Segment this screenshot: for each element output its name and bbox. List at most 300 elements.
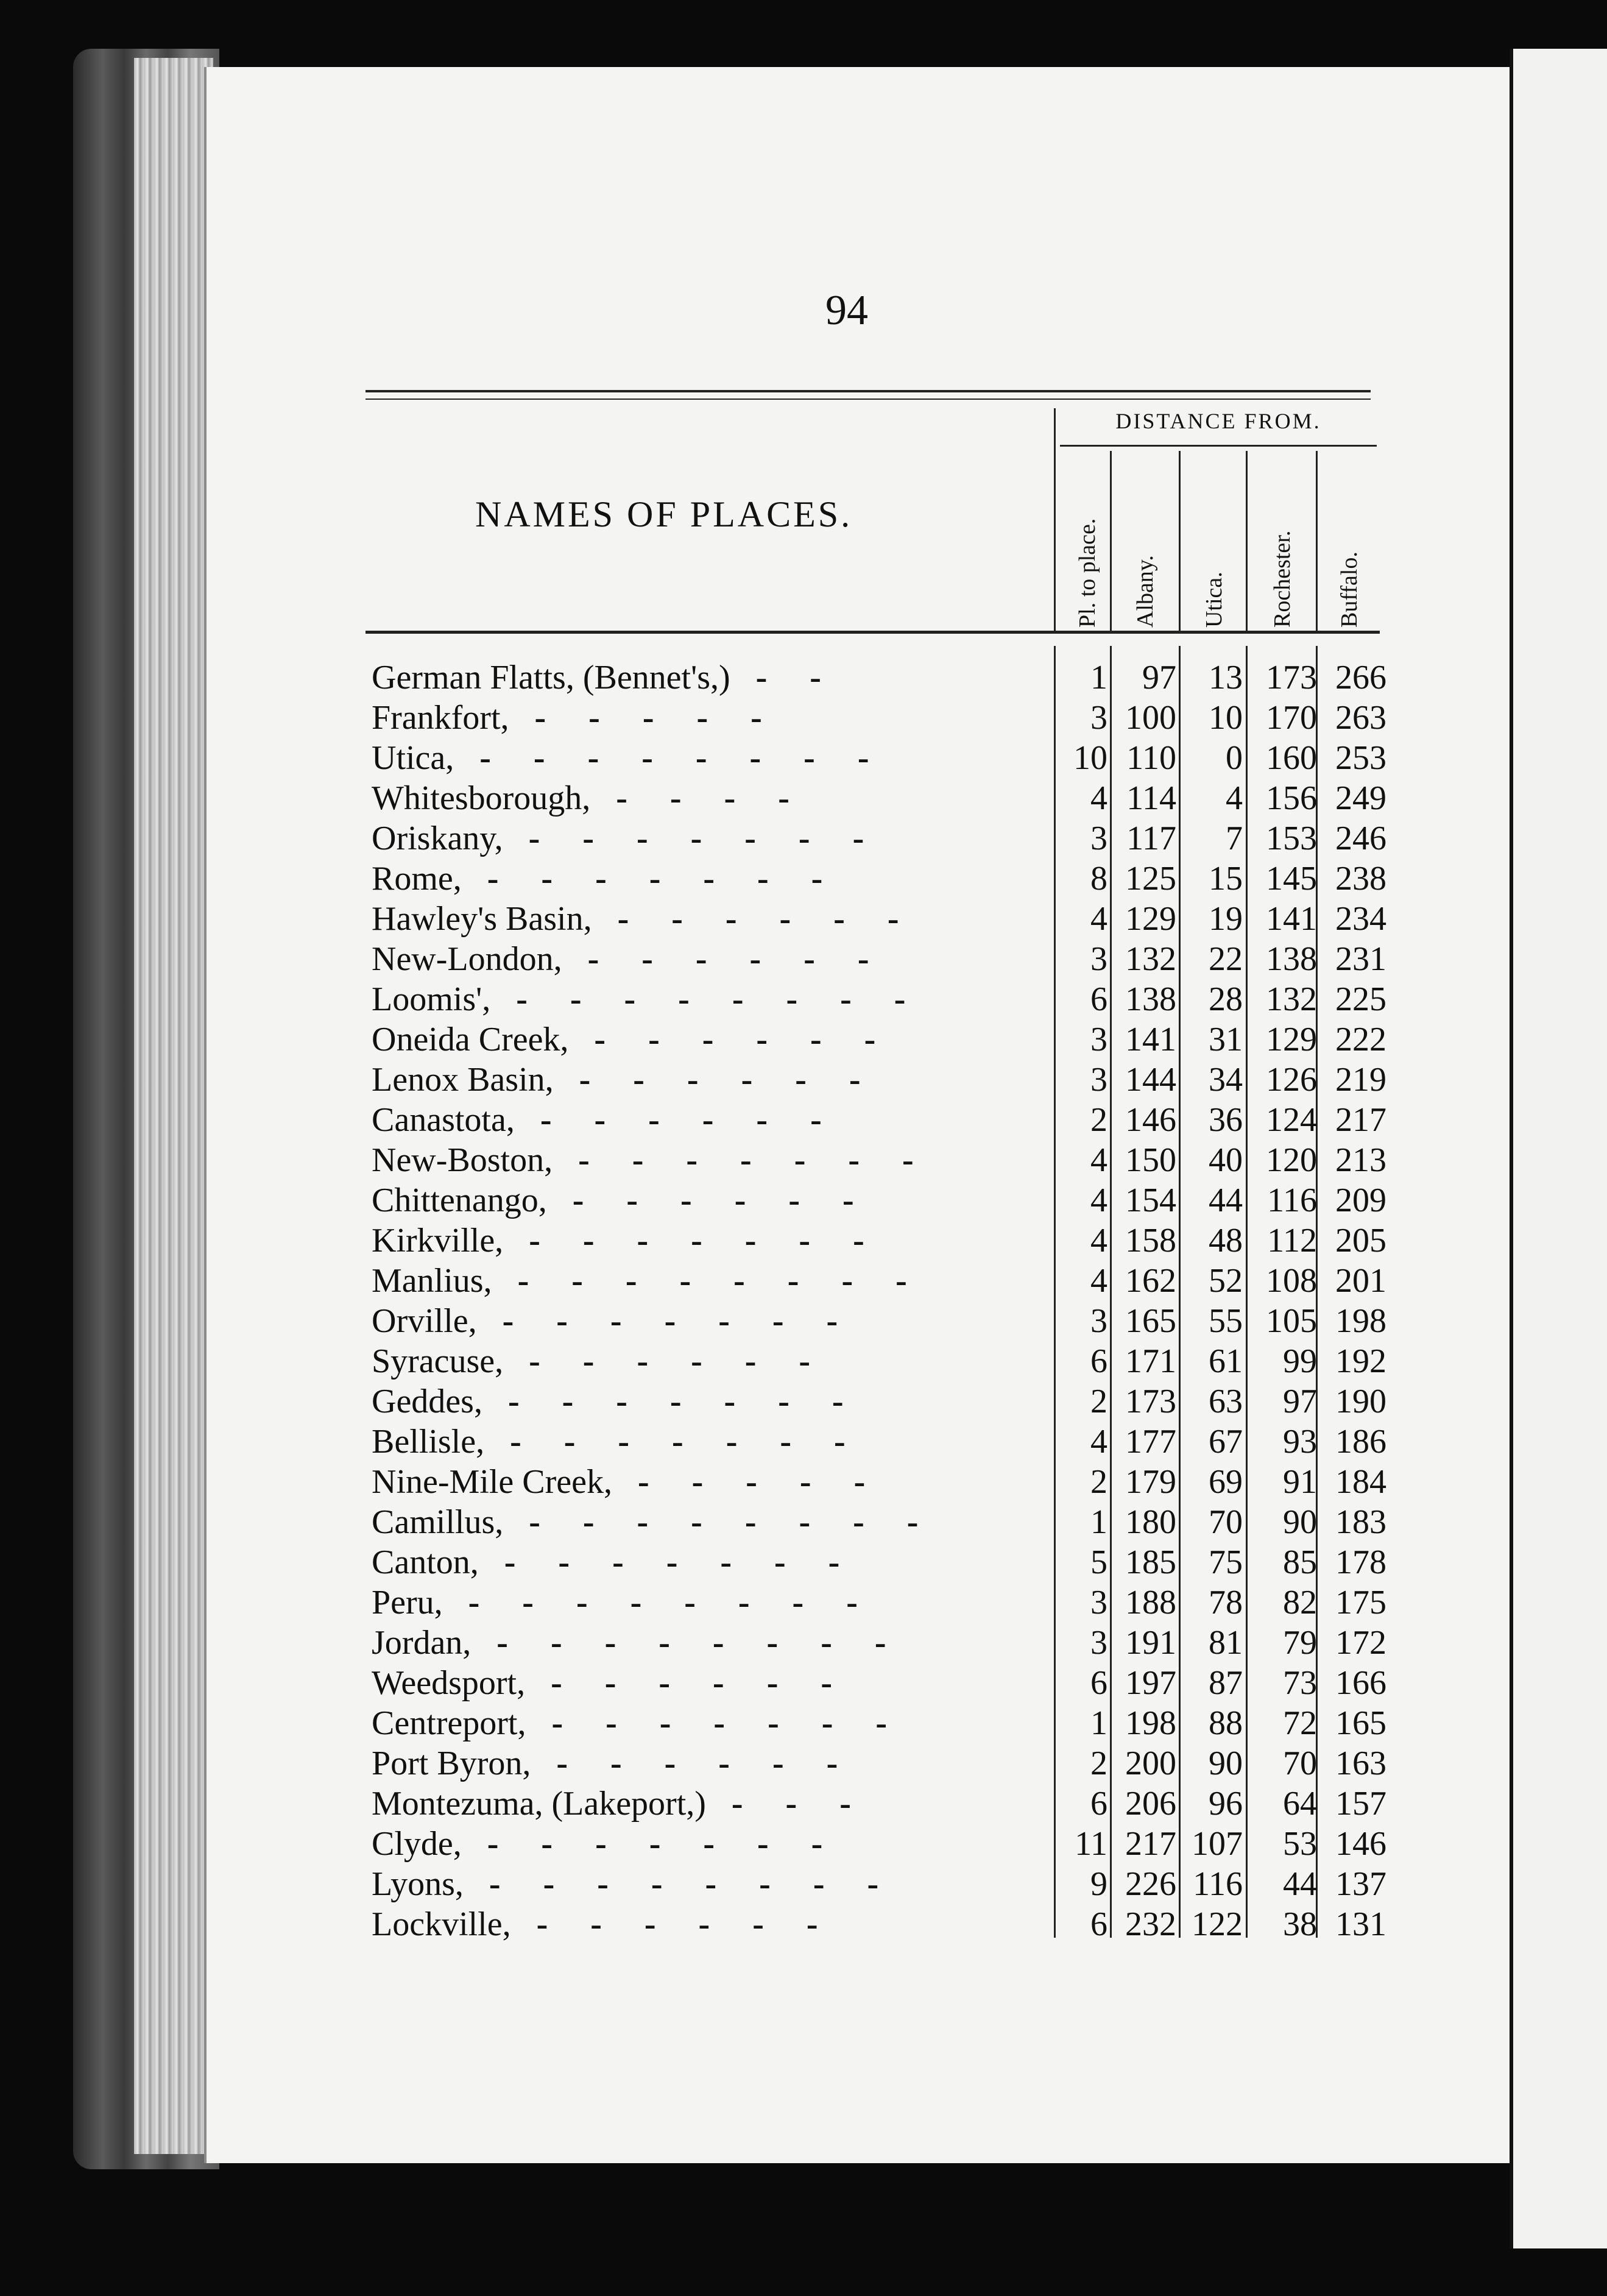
table-row	[0, 1221, 1607, 1261]
group-header-rule	[1060, 445, 1377, 447]
dot-leader: - - - - - - -	[487, 1825, 840, 1863]
pl-to-place-value: 3	[1090, 820, 1107, 857]
place-name-text: Manlius,	[372, 1262, 492, 1300]
albany-value: 154	[1125, 1182, 1176, 1219]
rochester-value: 112	[1267, 1222, 1317, 1260]
table-row	[0, 1060, 1607, 1100]
place-name-text: Rome,	[372, 860, 462, 898]
place-name-text: Centreport,	[372, 1704, 526, 1742]
dot-leader: - - - - - - -	[528, 820, 881, 857]
rochester-value: 73	[1283, 1664, 1317, 1702]
buffalo-value: 166	[1335, 1664, 1386, 1702]
place-name	[372, 1865, 1054, 1905]
pl-to-place-value: 1	[1090, 1704, 1107, 1742]
place-name-text: Lockville,	[372, 1905, 511, 1943]
table-row	[0, 1905, 1607, 1945]
place-name	[372, 1342, 1054, 1382]
table-row	[0, 940, 1607, 980]
table-row	[0, 1302, 1607, 1342]
rochester-value: 138	[1266, 940, 1317, 978]
table-row	[0, 1141, 1607, 1181]
albany-value: 141	[1125, 1021, 1176, 1058]
column-header-utica: Utica.	[1201, 572, 1227, 628]
utica-value: 61	[1209, 1342, 1243, 1380]
place-name-text: Weedsport,	[372, 1664, 526, 1702]
dot-leader: - - - - - - -	[529, 1222, 881, 1260]
place-name	[372, 1824, 1054, 1865]
pl-to-place-value: 3	[1090, 1302, 1107, 1340]
table-row	[0, 1422, 1607, 1462]
buffalo-value: 249	[1335, 779, 1386, 817]
buffalo-value: 190	[1335, 1383, 1386, 1420]
pl-to-place-value: 4	[1090, 1141, 1107, 1179]
utica-value: 10	[1209, 699, 1243, 737]
pl-to-place-value: 3	[1090, 699, 1107, 737]
albany-value: 117	[1126, 820, 1176, 857]
rochester-value: 173	[1266, 659, 1317, 696]
buffalo-value: 217	[1335, 1101, 1386, 1139]
albany-value: 110	[1126, 739, 1176, 777]
dot-leader: - - - - - -	[540, 1101, 839, 1139]
buffalo-value: 175	[1335, 1584, 1386, 1621]
albany-value: 197	[1125, 1664, 1176, 1702]
utica-value: 52	[1209, 1262, 1243, 1300]
albany-value: 97	[1142, 659, 1176, 696]
utica-value: 22	[1209, 940, 1243, 978]
utica-value: 70	[1209, 1503, 1243, 1541]
rochester-value: 64	[1283, 1785, 1317, 1823]
buffalo-value: 222	[1335, 1021, 1386, 1058]
place-name	[372, 1704, 1054, 1744]
place-name-text: Jordan,	[372, 1624, 472, 1662]
column-rule	[1316, 451, 1318, 634]
place-name-text: Oriskany,	[372, 820, 503, 857]
utica-value: 28	[1209, 980, 1243, 1018]
pl-to-place-value: 2	[1090, 1383, 1107, 1420]
place-name	[372, 819, 1054, 859]
buffalo-value: 213	[1335, 1141, 1386, 1179]
buffalo-value: 219	[1335, 1061, 1386, 1099]
table-row	[0, 698, 1607, 739]
rochester-value: 53	[1283, 1825, 1317, 1863]
buffalo-value: 146	[1335, 1825, 1386, 1863]
place-name-text: Lenox Basin,	[372, 1061, 554, 1099]
utica-value: 116	[1193, 1865, 1243, 1903]
table-row	[0, 980, 1607, 1020]
albany-value: 100	[1125, 699, 1176, 737]
place-name-text: Frankfort,	[372, 699, 509, 737]
dot-leader: - - - - -	[637, 1463, 883, 1501]
dot-leader: - - - - -	[534, 699, 779, 737]
buffalo-value: 178	[1335, 1543, 1386, 1581]
table-row	[0, 779, 1607, 819]
buffalo-value: 225	[1335, 980, 1386, 1018]
buffalo-value: 157	[1335, 1785, 1386, 1823]
dot-leader: - - - - - -	[587, 940, 886, 978]
place-name	[372, 980, 1054, 1020]
buffalo-value: 266	[1335, 659, 1386, 696]
buffalo-value: 234	[1335, 900, 1386, 938]
dot-leader: - - - - - - - -	[517, 1262, 924, 1300]
dot-leader: - - - - - - - -	[489, 1865, 896, 1903]
place-name-text: Bellisle,	[372, 1423, 485, 1461]
place-name	[372, 1221, 1054, 1261]
utica-value: 96	[1209, 1785, 1243, 1823]
dot-leader: - - - - - -	[617, 900, 916, 938]
table-row	[0, 1623, 1607, 1664]
pl-to-place-value: 3	[1090, 940, 1107, 978]
place-name-text: Clyde,	[372, 1825, 462, 1863]
albany-value: 125	[1125, 860, 1176, 898]
table-row	[0, 1382, 1607, 1422]
pl-to-place-value: 6	[1090, 1342, 1107, 1380]
utica-value: 78	[1209, 1584, 1243, 1621]
place-name	[372, 1302, 1054, 1342]
place-name	[372, 1462, 1054, 1503]
place-name-text: Port Byron,	[372, 1745, 531, 1782]
dot-leader: - - - - - - - -	[496, 1624, 903, 1662]
rochester-value: 82	[1283, 1584, 1317, 1621]
utica-value: 88	[1209, 1704, 1243, 1742]
rochester-value: 126	[1266, 1061, 1317, 1099]
place-name	[372, 1261, 1054, 1302]
place-name-text: Hawley's Basin,	[372, 900, 592, 938]
page-number: 94	[825, 287, 868, 334]
dot-leader: - - - - - -	[536, 1905, 835, 1943]
pl-to-place-value: 2	[1090, 1101, 1107, 1139]
utica-value: 36	[1209, 1101, 1243, 1139]
place-name	[372, 859, 1054, 899]
place-name-text: Loomis',	[372, 980, 491, 1018]
utica-value: 81	[1209, 1624, 1243, 1662]
albany-value: 114	[1126, 779, 1176, 817]
table-row	[0, 1865, 1607, 1905]
dot-leader: - - - - - - -	[551, 1704, 905, 1742]
rochester-value: 129	[1266, 1021, 1317, 1058]
pl-to-place-value: 3	[1090, 1021, 1107, 1058]
rochester-value: 72	[1283, 1704, 1317, 1742]
utica-value: 4	[1226, 779, 1243, 817]
place-name-text: Montezuma, (Lakeport,)	[372, 1785, 706, 1823]
place-name-text: Peru,	[372, 1584, 443, 1621]
table-row	[0, 1261, 1607, 1302]
pl-to-place-value: 10	[1073, 739, 1107, 777]
albany-value: 188	[1125, 1584, 1176, 1621]
dot-leader: - - - - - - -	[578, 1141, 931, 1179]
buffalo-value: 192	[1335, 1342, 1386, 1380]
place-name	[372, 1100, 1054, 1141]
table-row	[0, 1784, 1607, 1824]
albany-value: 206	[1125, 1785, 1176, 1823]
utica-value: 55	[1209, 1302, 1243, 1340]
dot-leader: - - - - - - -	[504, 1543, 857, 1581]
pl-to-place-value: 4	[1090, 1262, 1107, 1300]
dot-leader: - - - - - - - -	[529, 1503, 936, 1541]
rochester-value: 120	[1266, 1141, 1317, 1179]
albany-value: 217	[1125, 1825, 1176, 1863]
rochester-value: 116	[1267, 1182, 1317, 1219]
buffalo-value: 246	[1335, 820, 1386, 857]
dot-leader: - -	[755, 659, 838, 696]
column-rule	[1246, 451, 1248, 634]
buffalo-value: 165	[1335, 1704, 1386, 1742]
utica-value: 31	[1209, 1021, 1243, 1058]
place-name	[372, 1744, 1054, 1784]
place-name-text: Kirkville,	[372, 1222, 504, 1260]
dot-leader: - - - - - - -	[507, 1383, 861, 1420]
buffalo-value: 184	[1335, 1463, 1386, 1501]
table-row	[0, 1744, 1607, 1784]
rochester-value: 79	[1283, 1624, 1317, 1662]
rochester-value: 93	[1283, 1423, 1317, 1461]
rochester-value: 105	[1266, 1302, 1317, 1340]
buffalo-value: 131	[1335, 1905, 1386, 1943]
place-name	[372, 779, 1054, 819]
albany-value: 132	[1125, 940, 1176, 978]
rochester-value: 91	[1283, 1463, 1317, 1501]
utica-value: 87	[1209, 1664, 1243, 1702]
utica-value: 67	[1209, 1423, 1243, 1461]
albany-value: 158	[1125, 1222, 1176, 1260]
albany-value: 226	[1125, 1865, 1176, 1903]
pl-to-place-value: 4	[1090, 900, 1107, 938]
dot-leader: - - - - - -	[551, 1664, 849, 1702]
table-row	[0, 899, 1607, 940]
dot-leader: - - - - - - - -	[479, 739, 886, 777]
albany-value: 150	[1125, 1141, 1176, 1179]
place-name	[372, 658, 1054, 698]
albany-value: 144	[1125, 1061, 1176, 1099]
table-row	[0, 1543, 1607, 1583]
dot-leader: - - - - - - -	[502, 1302, 855, 1340]
utica-value: 13	[1209, 659, 1243, 696]
buffalo-value: 183	[1335, 1503, 1386, 1541]
dot-leader: - - - - - -	[579, 1061, 878, 1099]
buffalo-value: 263	[1335, 699, 1386, 737]
place-name	[372, 698, 1054, 739]
buffalo-value: 238	[1335, 860, 1386, 898]
rochester-value: 145	[1266, 860, 1317, 898]
place-name	[372, 1181, 1054, 1221]
column-header-pl-to-place: Pl. to place.	[1075, 518, 1100, 628]
place-name-text: Camillus,	[372, 1503, 504, 1541]
dot-leader: - - - - - -	[529, 1342, 828, 1380]
place-name-text: Orville,	[372, 1302, 477, 1340]
place-name-text: Utica,	[372, 739, 454, 777]
utica-value: 15	[1209, 860, 1243, 898]
place-name-text: Geddes,	[372, 1383, 482, 1420]
dot-leader: - - - - - - -	[487, 860, 840, 898]
place-name-text: Canastota,	[372, 1101, 515, 1139]
column-rule	[1110, 451, 1112, 634]
buffalo-value: 172	[1335, 1624, 1386, 1662]
rochester-value: 153	[1266, 820, 1317, 857]
pl-to-place-value: 4	[1090, 1423, 1107, 1461]
utica-value: 44	[1209, 1182, 1243, 1219]
rochester-value: 156	[1266, 779, 1317, 817]
dot-leader: - - -	[731, 1785, 868, 1823]
column-rule	[1054, 408, 1056, 634]
place-name	[372, 1422, 1054, 1462]
rochester-value: 141	[1266, 900, 1317, 938]
buffalo-value: 253	[1335, 739, 1386, 777]
albany-value: 232	[1125, 1905, 1176, 1943]
table-row	[0, 1824, 1607, 1865]
pl-to-place-value: 9	[1090, 1865, 1107, 1903]
albany-value: 162	[1125, 1262, 1176, 1300]
utica-value: 122	[1192, 1905, 1243, 1943]
albany-value: 138	[1125, 980, 1176, 1018]
albany-value: 198	[1125, 1704, 1176, 1742]
place-name-text: Whitesborough,	[372, 779, 591, 817]
pl-to-place-value: 4	[1090, 1222, 1107, 1260]
dot-leader: - - - - - - -	[510, 1423, 863, 1461]
rochester-value: 85	[1283, 1543, 1317, 1581]
dot-leader: - - - - - - - -	[468, 1584, 875, 1621]
buffalo-value: 231	[1335, 940, 1386, 978]
buffalo-value: 201	[1335, 1262, 1386, 1300]
place-name-text: German Flatts, (Bennet's,)	[372, 659, 730, 696]
place-name	[372, 1060, 1054, 1100]
place-name	[372, 1664, 1054, 1704]
albany-value: 179	[1125, 1463, 1176, 1501]
utica-value: 107	[1192, 1825, 1243, 1863]
pl-to-place-value: 11	[1075, 1825, 1107, 1863]
pl-to-place-value: 1	[1090, 1503, 1107, 1541]
utica-value: 69	[1209, 1463, 1243, 1501]
rochester-value: 97	[1283, 1383, 1317, 1420]
buffalo-value: 198	[1335, 1302, 1386, 1340]
column-header-albany: Albany.	[1132, 555, 1158, 628]
albany-value: 180	[1125, 1503, 1176, 1541]
place-name	[372, 1623, 1054, 1664]
albany-value: 173	[1125, 1383, 1176, 1420]
place-name-text: Nine-Mile Creek,	[372, 1463, 612, 1501]
pl-to-place-value: 6	[1090, 1905, 1107, 1943]
place-name	[372, 1784, 1054, 1824]
table-title: NAMES OF PLACES.	[475, 494, 853, 534]
pl-to-place-value: 3	[1090, 1061, 1107, 1099]
table-row	[0, 1503, 1607, 1543]
table-row	[0, 859, 1607, 899]
albany-value: 185	[1125, 1543, 1176, 1581]
table-row	[0, 1342, 1607, 1382]
albany-value: 177	[1125, 1423, 1176, 1461]
place-name	[372, 1503, 1054, 1543]
utica-value: 75	[1209, 1543, 1243, 1581]
albany-value: 165	[1125, 1302, 1176, 1340]
table-row	[0, 739, 1607, 779]
column-header-buffalo: Buffalo.	[1337, 551, 1362, 628]
table-row	[0, 1100, 1607, 1141]
dot-leader: - - - - - -	[594, 1021, 893, 1058]
rochester-value: 108	[1266, 1262, 1317, 1300]
place-name-text: New-Boston,	[372, 1141, 553, 1179]
utica-value: 7	[1226, 820, 1243, 857]
rochester-value: 44	[1283, 1865, 1317, 1903]
utica-value: 63	[1209, 1383, 1243, 1420]
rochester-value: 70	[1283, 1745, 1317, 1782]
utica-value: 90	[1209, 1745, 1243, 1782]
utica-value: 0	[1226, 739, 1243, 777]
place-name	[372, 899, 1054, 940]
column-rule	[1179, 451, 1181, 634]
dot-leader: - - - - - -	[556, 1745, 855, 1782]
place-name	[372, 739, 1054, 779]
utica-value: 34	[1209, 1061, 1243, 1099]
place-name-text: Lyons,	[372, 1865, 464, 1903]
rochester-value: 132	[1266, 980, 1317, 1018]
table-row	[0, 1462, 1607, 1503]
albany-value: 171	[1125, 1342, 1176, 1380]
place-name-text: New-London,	[372, 940, 562, 978]
place-name-text: Syracuse,	[372, 1342, 504, 1380]
place-name	[372, 1020, 1054, 1060]
albany-value: 200	[1125, 1745, 1176, 1782]
pl-to-place-value: 1	[1090, 659, 1107, 696]
utica-value: 19	[1209, 900, 1243, 938]
dot-leader: - - - -	[616, 779, 807, 817]
table-row	[0, 1181, 1607, 1221]
albany-value: 191	[1125, 1624, 1176, 1662]
pl-to-place-value: 2	[1090, 1463, 1107, 1501]
pl-to-place-value: 5	[1090, 1543, 1107, 1581]
place-name-text: Chittenango,	[372, 1182, 547, 1219]
table-row	[0, 658, 1607, 698]
pl-to-place-value: 4	[1090, 779, 1107, 817]
dot-leader: - - - - - -	[572, 1182, 871, 1219]
rochester-value: 124	[1266, 1101, 1317, 1139]
column-header-rochester: Rochester.	[1270, 530, 1295, 628]
place-name	[372, 940, 1054, 980]
pl-to-place-value: 3	[1090, 1584, 1107, 1621]
buffalo-value: 205	[1335, 1222, 1386, 1260]
rochester-value: 99	[1283, 1342, 1317, 1380]
dot-leader: - - - - - - - -	[516, 980, 923, 1018]
table-row	[0, 819, 1607, 859]
pl-to-place-value: 2	[1090, 1745, 1107, 1782]
table-row	[0, 1664, 1607, 1704]
rochester-value: 38	[1283, 1905, 1317, 1943]
buffalo-value: 137	[1335, 1865, 1386, 1903]
buffalo-value: 163	[1335, 1745, 1386, 1782]
place-name	[372, 1382, 1054, 1422]
place-name	[372, 1583, 1054, 1623]
pl-to-place-value: 6	[1090, 980, 1107, 1018]
place-name-text: Oneida Creek,	[372, 1021, 569, 1058]
utica-value: 40	[1209, 1141, 1243, 1179]
pl-to-place-value: 6	[1090, 1785, 1107, 1823]
buffalo-value: 209	[1335, 1182, 1386, 1219]
rochester-value: 90	[1283, 1503, 1317, 1541]
albany-value: 129	[1125, 900, 1176, 938]
header-bottom-rule	[366, 631, 1380, 634]
buffalo-value: 186	[1335, 1423, 1386, 1461]
albany-value: 146	[1125, 1101, 1176, 1139]
group-header-distance-from: DISTANCE FROM.	[1115, 409, 1321, 433]
top-double-rule	[366, 390, 1371, 400]
pl-to-place-value: 4	[1090, 1182, 1107, 1219]
table-row	[0, 1583, 1607, 1623]
place-name-text: Canton,	[372, 1543, 479, 1581]
table-row	[0, 1704, 1607, 1744]
pl-to-place-value: 8	[1090, 860, 1107, 898]
utica-value: 48	[1209, 1222, 1243, 1260]
pl-to-place-value: 6	[1090, 1664, 1107, 1702]
table-row	[0, 1020, 1607, 1060]
place-name	[372, 1141, 1054, 1181]
rochester-value: 170	[1266, 699, 1317, 737]
